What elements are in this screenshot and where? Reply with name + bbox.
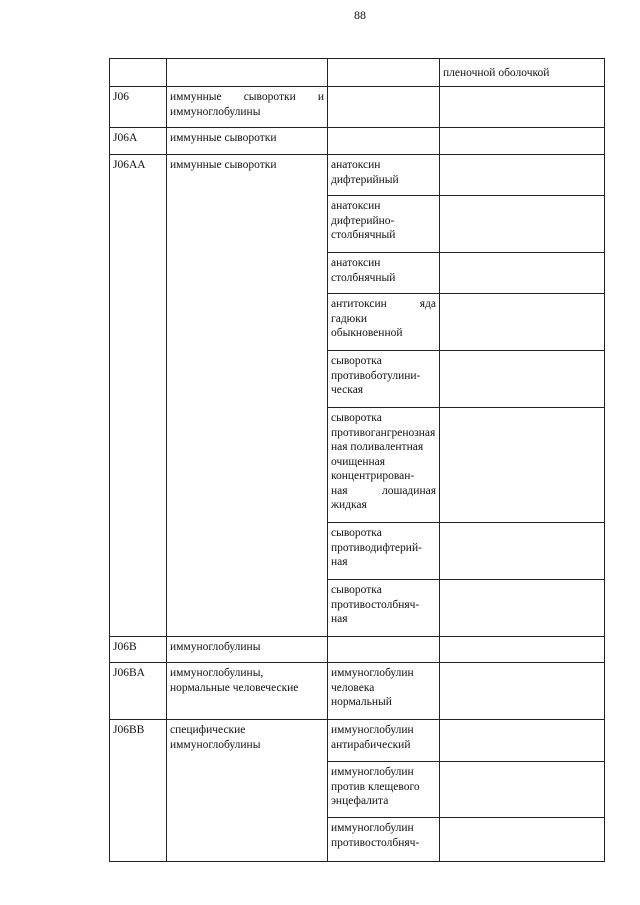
table-cell-dosage-form — [440, 762, 605, 818]
table-cell-drug — [328, 580, 440, 637]
table-cell-dosage-form — [440, 523, 605, 580]
table-cell-dosage-form — [440, 720, 605, 762]
drug-line: ная поливалентная — [331, 441, 424, 453]
table-cell-dosage-form — [440, 580, 605, 637]
table-cell-dosage-form — [440, 663, 605, 720]
table-row — [110, 87, 605, 128]
table-cell-name — [167, 87, 328, 128]
drug-line: ная — [331, 556, 348, 568]
drug-line: противостолбняч- — [331, 598, 420, 611]
drug-line: сыворотка — [331, 527, 382, 539]
table-cell-drug — [328, 196, 440, 253]
table-cell-dosage-form — [440, 128, 605, 155]
drug-line: гадюки — [331, 312, 368, 325]
table-cell-dosage-form — [440, 87, 605, 128]
word: яда — [419, 298, 436, 310]
table-cell-dosage-form — [440, 253, 605, 294]
table-row — [110, 128, 605, 155]
table-cell-dosage-form — [440, 408, 605, 523]
drug-line: сыворотка — [331, 584, 382, 596]
table-cell-drug — [328, 720, 440, 762]
drug-line: иммуноглобулин — [331, 667, 414, 679]
drug-line: противостолбняч- — [331, 836, 420, 849]
table-row — [110, 663, 605, 720]
drug-line — [331, 484, 436, 499]
table-cell-name — [167, 663, 328, 720]
word: антитоксин — [331, 298, 387, 310]
name-line: иммуноглобулины — [170, 105, 261, 118]
drug-line: противогангренозная — [331, 426, 436, 439]
table-cell-drug — [328, 59, 440, 87]
drug-line: ческая — [331, 384, 364, 396]
drug-line: столбнячный — [331, 229, 396, 241]
table-cell-drug — [328, 87, 440, 128]
drug-line: сыворотка — [331, 412, 382, 424]
drug-line: анатоксин — [331, 159, 381, 171]
drug-line: иммуноглобулин — [331, 822, 414, 834]
drug-line: нормальный — [331, 696, 392, 708]
table-cell-dosage-form: пленочной оболочкой — [440, 59, 605, 87]
drug-line: обыкновенной — [331, 327, 403, 339]
table-cell-drug — [328, 663, 440, 720]
drug-line — [331, 297, 436, 312]
atc-table — [109, 58, 605, 862]
table-cell-dosage-form — [440, 196, 605, 253]
table-cell-drug — [328, 637, 440, 663]
table-cell-drug — [328, 762, 440, 818]
table-cell-name: иммуноглобулины — [167, 637, 328, 663]
table-cell-code: J06BB — [110, 720, 167, 862]
table-cell-code — [110, 59, 167, 87]
table-cell-name — [167, 59, 328, 87]
drug-line: дифтерийный — [331, 173, 399, 186]
drug-line: анатоксин — [331, 200, 381, 212]
table-cell-name: иммунные сыворотки — [167, 155, 328, 637]
word: иммунные — [170, 91, 222, 103]
table-cell-dosage-form — [440, 818, 605, 862]
table-cell-dosage-form — [440, 351, 605, 408]
table-cell-dosage-form — [440, 294, 605, 351]
drug-line: против клещевого — [331, 780, 420, 793]
table-cell-drug — [328, 408, 440, 523]
drug-line: противодифтерий- — [331, 541, 422, 554]
table-row — [110, 720, 605, 762]
name-line: специфические — [170, 724, 246, 736]
drug-line: иммуноглобулин — [331, 724, 414, 736]
word: сыворотки — [243, 91, 296, 103]
drug-line: столбнячный — [331, 271, 396, 284]
drug-line: сыворотка — [331, 355, 382, 367]
name-line: иммуноглобулины — [170, 738, 261, 751]
table-cell-code: J06B — [110, 637, 167, 663]
table-cell-drug — [328, 294, 440, 351]
word: ная — [331, 484, 348, 497]
drug-line: энцефалита — [331, 795, 389, 807]
table-cell-dosage-form — [440, 155, 605, 196]
drug-line: дифтерийно- — [331, 214, 395, 227]
name-line: нормальные человеческие — [170, 681, 299, 694]
table-cell-code: J06 — [110, 87, 167, 128]
drug-line: анатоксин — [331, 257, 381, 269]
name-line — [170, 90, 324, 105]
drug-line: иммуноглобулин — [331, 766, 414, 778]
drug-line: ная — [331, 613, 348, 625]
table-cell-drug — [328, 351, 440, 408]
table-cell-name: иммунные сыворотки — [167, 128, 328, 155]
table-cell-code: J06AA — [110, 155, 167, 637]
page-number: 88 — [354, 8, 366, 22]
table-row — [110, 637, 605, 663]
drug-line: очищенная — [331, 455, 386, 468]
table-cell-code: J06BA — [110, 663, 167, 720]
table-cell-drug — [328, 128, 440, 155]
table-row — [110, 155, 605, 196]
table-cell-drug — [328, 155, 440, 196]
table-cell-code: J06A — [110, 128, 167, 155]
table-cell-drug — [328, 818, 440, 862]
drug-line: жидкая — [331, 499, 367, 511]
table-cell-drug — [328, 253, 440, 294]
table-cell-dosage-form — [440, 637, 605, 663]
name-line: иммуноглобулины, — [170, 667, 264, 679]
drug-line: противоботулини- — [331, 369, 421, 382]
table-cell-drug — [328, 523, 440, 580]
word: лошадиная — [381, 484, 436, 497]
word: и — [317, 91, 324, 103]
table-row — [110, 59, 605, 87]
drug-line: концентрирован- — [331, 470, 415, 482]
drug-line: антирабический — [331, 738, 411, 751]
drug-line: человека — [331, 681, 375, 694]
table-cell-name — [167, 720, 328, 862]
